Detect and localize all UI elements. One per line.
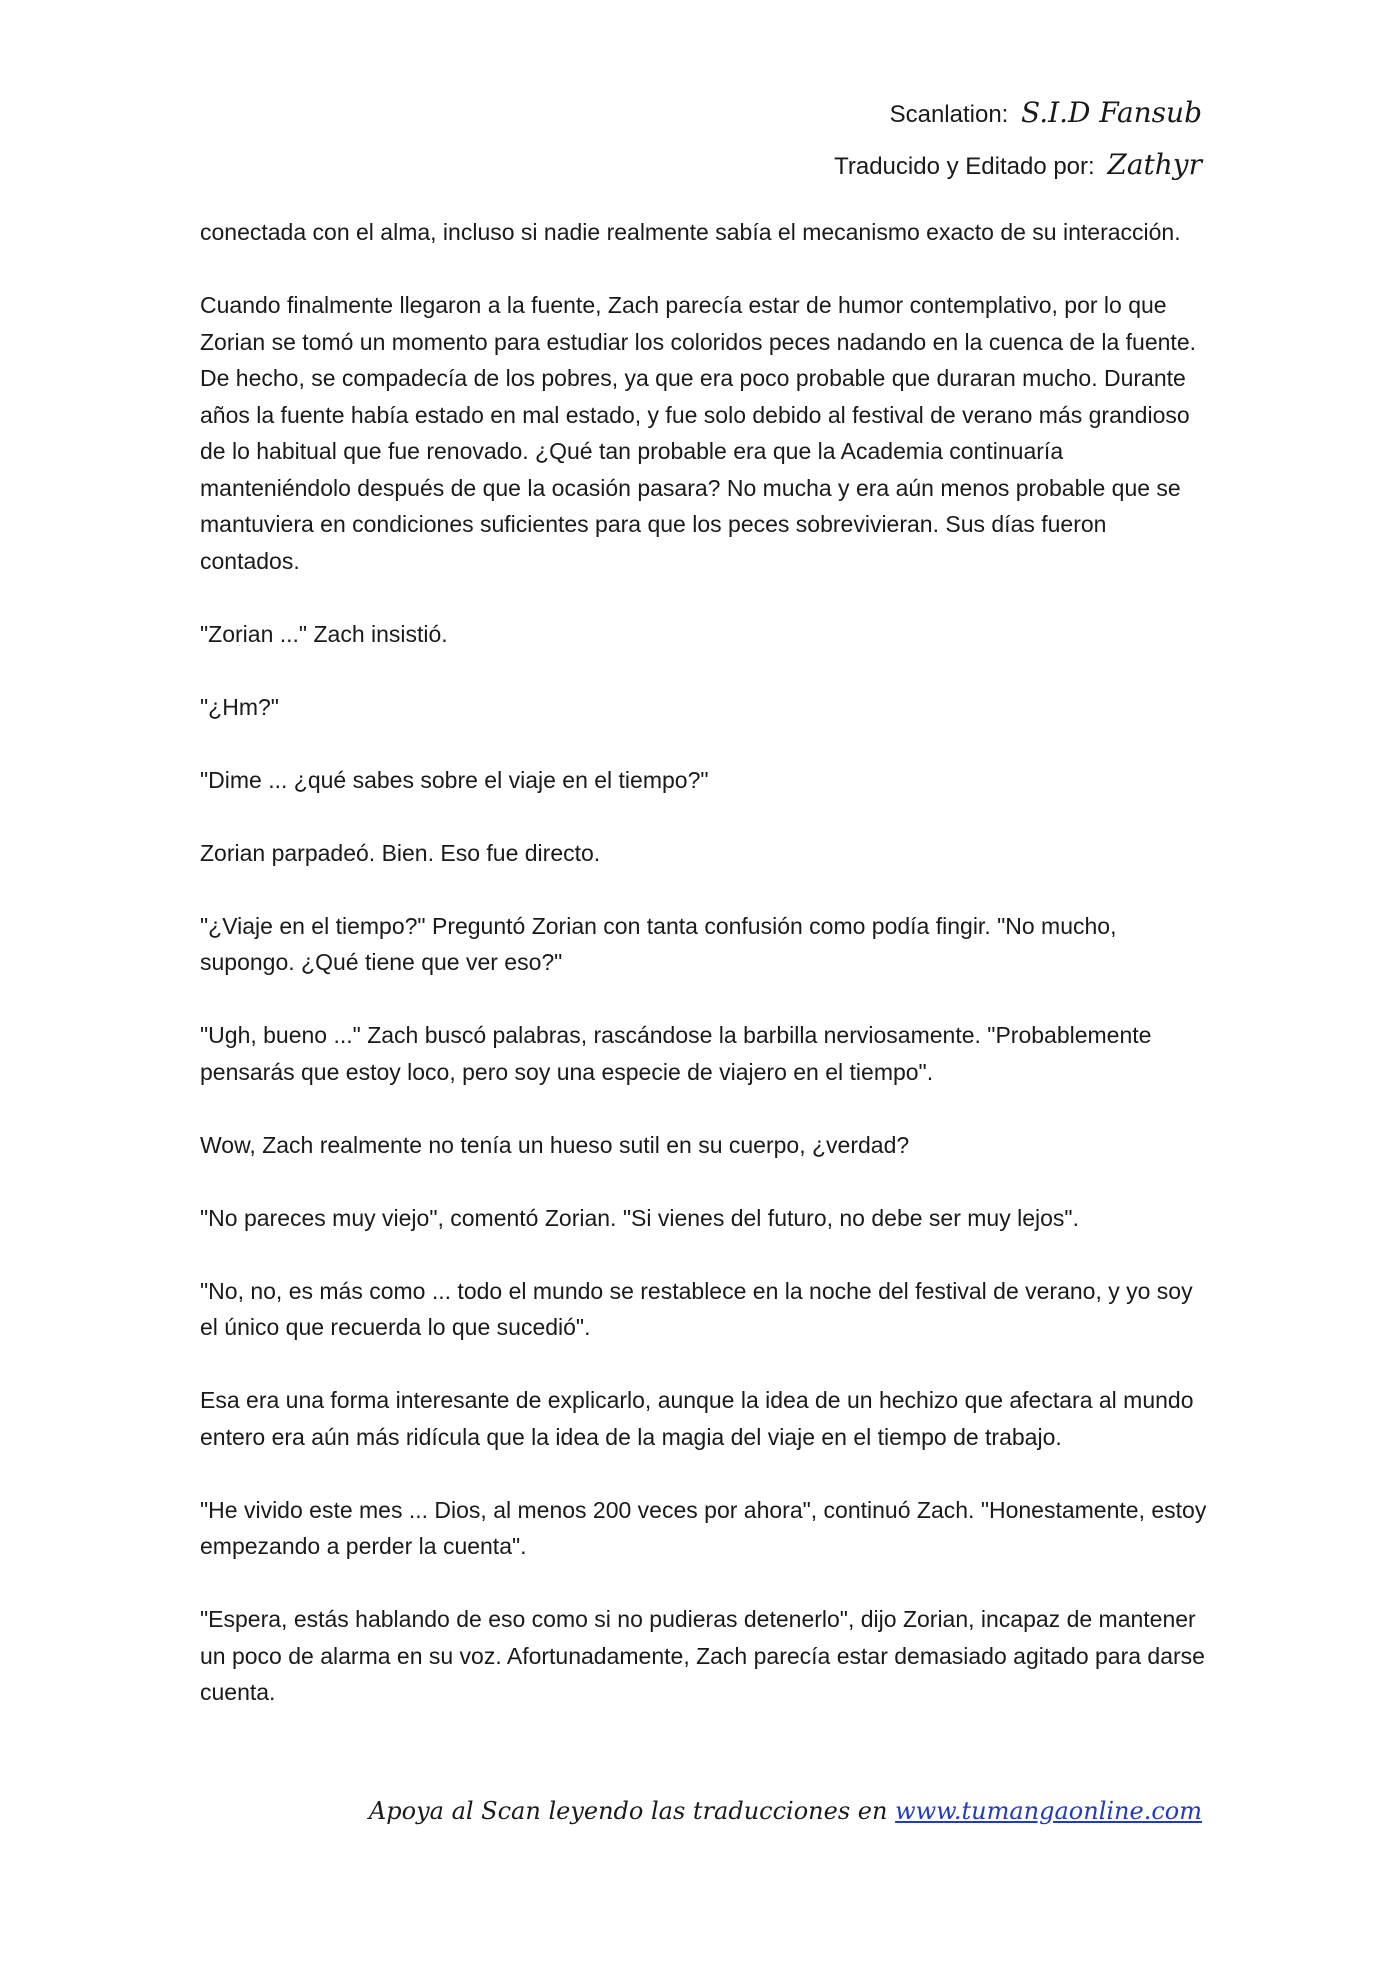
scanlation-name: S.I.D Fansub [1021,96,1202,129]
paragraph: "¿Hm?" [200,693,279,720]
paragraph: Wow, Zach realmente no tenía un hueso sutil en su cuerpo, ¿verdad? [200,1131,910,1158]
chapter-text [200,214,1210,1747]
paragraph: Zorian parpadeó. Bien. Eso fue directo. [200,839,601,866]
translator-credit [834,140,1202,192]
site-link[interactable]: www.tumangaonline.com [895,1797,1202,1825]
translator-name: Zathyr [1107,148,1202,181]
credits-header [834,88,1202,192]
paragraph: conectada con el alma, incluso si nadie realmente sabía el mecanismo exacto de su interacción. [200,219,1181,245]
translator-label: Traducido y Editado por: [834,153,1095,180]
paragraph: "Dime ... ¿qué sabes sobre el viaje en el tiempo?" [200,766,709,793]
paragraph: "¿Viaje en el tiempo?" Preguntó Zorian con tanta confusión como podía fingir. "No mucho, supongo. ¿Qué tiene que ver eso?" [200,912,1117,975]
paragraph: "Zorian ..." Zach insistió. [200,620,448,647]
paragraph: Esa era una forma interesante de explicarlo, aunque la idea de un hechizo que afectara al mundo entero era aún más ridícula que la idea de la magia del viaje en el tiempo de trabajo. [200,1387,1194,1450]
footer-support-note [369,1797,1202,1825]
paragraph: "Ugh, bueno ..." Zach buscó palabras, rascándose la barbilla nerviosamente. "Probablemente pensarás que estoy loco, pero soy una especie de viajero en el tiempo". [200,1022,1152,1085]
scanlation-credit [834,88,1202,140]
paragraph: "No pareces muy viejo", comentó Zorian. "Si vienes del futuro, no debe ser muy lejos". [200,1204,1079,1231]
paragraph: "He vivido este mes ... Dios, al menos 200 veces por ahora", continuó Zach. "Honestamente, estoy empezando a perder la cuenta". [200,1496,1207,1559]
paragraph: Cuando finalmente llegaron a la fuente, Zach parecía estar de humor contemplativo, por lo que Zorian se tomó un momento para estudiar los coloridos peces nadando en la cuenca de la fuente. De hecho, se compadecía de los pobres, ya que era poco probable que duraran mucho. Durante años la fuente había estado en mal estado, y fue solo debido al festival de verano más grandioso de lo habitual que fue renovado. ¿Qué tan probable era que la Academia continuaría manteniéndolo después de que la ocasión pasara? No mucha y era aún menos probable que se mantuviera en condiciones suficientes para que los peces sobrevivieran. Sus días fueron contados. [200,292,1197,574]
paragraph: "No, no, es más como ... todo el mundo se restablece en la noche del festival de verano, y yo soy el único que recuerda lo que sucedió". [200,1277,1193,1340]
footer-text: Apoya al Scan leyendo las traducciones en [368,1797,888,1825]
paragraph: "Espera, estás hablando de eso como si no pudieras detenerlo", dijo Zorian, incapaz de mantener un poco de alarma en su voz. Afortunadamente, Zach parecía estar demasiado agitado para darse cuenta. [200,1606,1205,1705]
scanlation-label: Scanlation: [889,101,1009,128]
